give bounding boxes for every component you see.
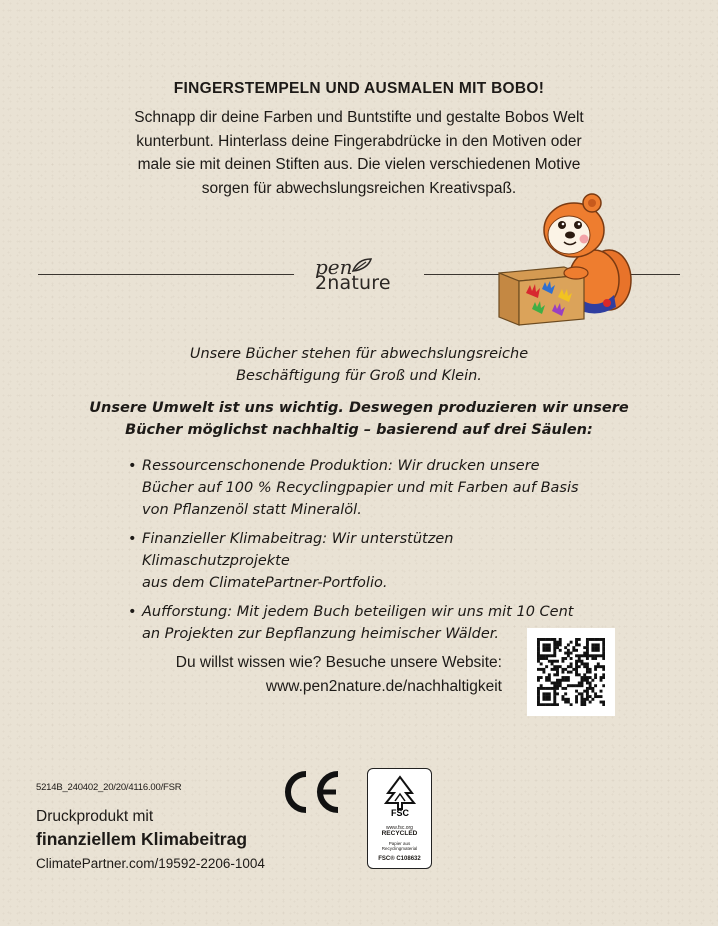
svg-text:FSC: FSC [391,808,409,817]
books-statement [60,343,658,387]
divider-left [38,274,294,275]
bullet-point: • [128,458,137,474]
bullet-point: • [128,604,137,620]
website-callout [120,651,502,699]
pillar-line: an Projekten zur Bepflanzung heimischer Wälder. [142,626,500,642]
climate-partner-link[interactable]: ClimatePartner.com/19592-2206-1004 [36,856,265,871]
headline: FINGERSTEMPELN UND AUSMALEN MIT BOBO! [173,80,545,97]
environment-statement [60,397,658,441]
fsc-tree-icon [384,775,416,817]
fsc-recycled-label [367,768,432,869]
fsc-label: RECYCLED [381,830,418,837]
pillar-line: Ressourcenschonende Produktion: Wir drucken unsere [142,458,540,474]
pillar-line: von Pflanzenöl statt Mineralöl. [142,502,362,518]
pillar-climate [128,528,598,594]
website-prompt: Du willst wissen wie? Besuche unsere Website: [175,654,502,671]
logo-pen-text: pen [315,255,353,279]
pillar-line: Finanzieller Klimabeitrag: Wir unterstützen Klimaschutzprojekte [142,531,454,569]
print-code: 5214B_240402_20/20/4116.00/FSR [36,782,182,793]
pillar-line: Bücher auf 100 % Recyclingpapier und mit Farben auf Basis [142,480,579,496]
climate-label-line1: Druckprodukt mit [36,808,154,825]
qr-code[interactable] [527,628,615,716]
books-statement-line: Beschäftigung für Groß und Klein. [236,368,482,384]
logo-nature-text: 2nature [315,272,391,294]
leaf-icon [351,257,373,273]
ce-mark-icon [278,768,342,816]
environment-statement-line: Bücher möglichst nachhaltig – basierend auf drei Säulen: [125,422,593,438]
qr-code-icon [537,638,605,706]
bobo-mascot-illustration [494,185,644,330]
fsc-site: www.fsc.org [386,825,413,831]
pillar-line: aus dem ClimatePartner-Portfolio. [142,575,388,591]
fsc-description-line: Recyclingmaterial [381,846,418,851]
pillar-resources [128,455,598,521]
sustainability-pillars-list [128,455,598,652]
intro-line: kunterbunt. Hinterlass deine Fingerabdrücke in den Motiven oder [136,132,582,150]
fsc-description-line: Papier aus [388,841,411,846]
intro-line: sorgen für abwechslungsreichen Kreativspaß. [201,179,517,197]
bullet-point: • [128,531,137,547]
intro-line: male sie mit deinen Stiften aus. Die vielen verschiedenen Motive [137,156,581,173]
website-link[interactable]: www.pen2nature.de/nachhaltigkeit [265,678,502,695]
pen2nature-logo [303,255,413,295]
climate-label-line2: finanziellem Klimabeitrag [36,829,248,849]
fsc-description [368,841,431,851]
environment-statement-line: Unsere Umwelt ist uns wichtig. Deswegen produzieren wir unsere [89,400,629,416]
intro-line: Schnapp dir deine Farben und Buntstifte und gestalte Bobos Welt [134,109,584,126]
pillar-line: Aufforstung: Mit jedem Buch beteiligen wir uns mit 10 Cent [142,604,574,620]
fsc-code: FSC® C108632 [378,856,421,862]
books-statement-line: Unsere Bücher stehen für abwechslungsreiche [189,346,529,362]
